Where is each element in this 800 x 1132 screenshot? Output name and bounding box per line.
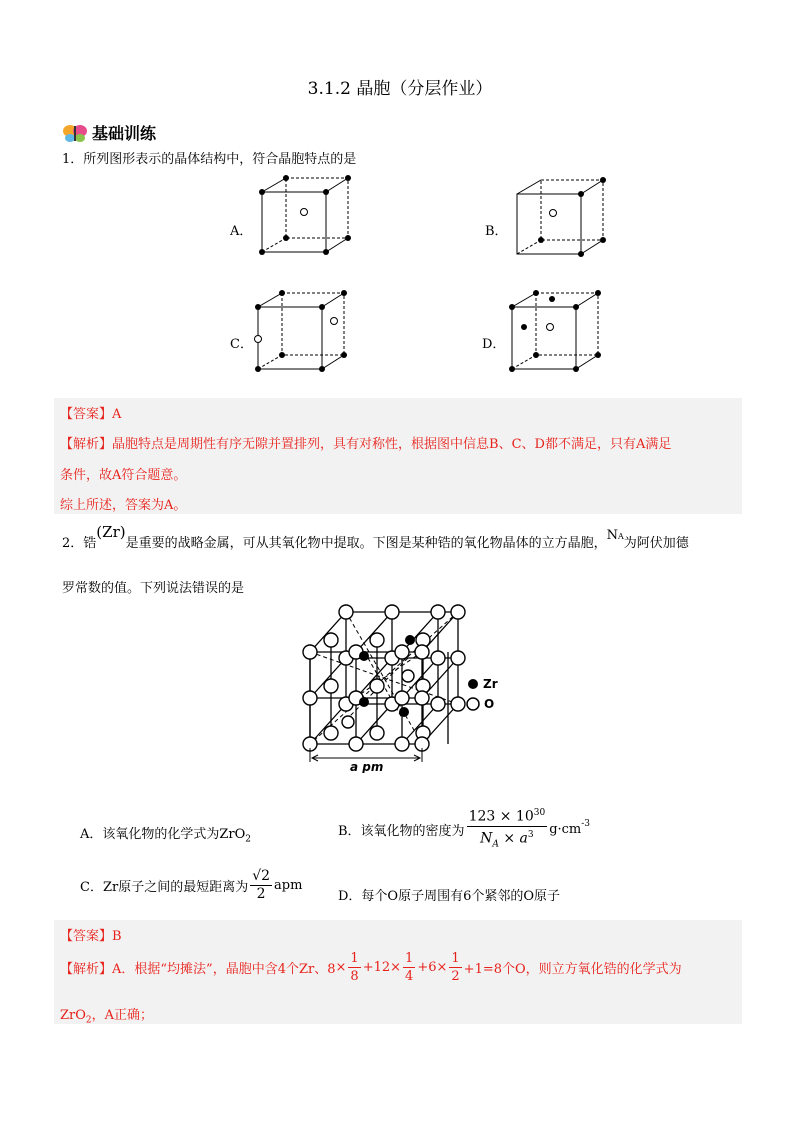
q2-option-b-denominator-exp: 3: [527, 829, 534, 840]
question-2-stem-line1: [62, 523, 689, 551]
q2-option-b-denominator-sub: A: [492, 839, 499, 850]
section-label: 基础训练: [92, 124, 157, 143]
q2-option-b-numerator: 123 × 10: [468, 808, 534, 825]
q2-paren-open: (: [96, 523, 103, 541]
q2-option-b-unit: g·cm: [549, 821, 582, 837]
q2-option-c-unit: apm: [274, 878, 303, 893]
legend-o-label: O: [484, 697, 495, 711]
q2-analysis-line2-a: ZrO: [60, 1008, 86, 1023]
butterfly-icon: [62, 123, 88, 143]
q2-times-3: ×: [436, 960, 448, 975]
q2-fraction-3-num: 1: [451, 951, 460, 966]
q2-analysis-line2-b: ，A正确；: [91, 1008, 154, 1023]
zro2-crystal-figure: [298, 598, 513, 773]
q2-option-b-fraction: [467, 805, 548, 853]
q2-fraction-1-num: 1: [350, 951, 359, 966]
q2-option-a-subscript: 2: [245, 834, 252, 845]
q1-analysis-line2: 条件，故A符合题意。: [60, 468, 187, 483]
q2-answer: 【答案】B: [60, 929, 122, 944]
q2-fraction-1-den: 8: [350, 969, 359, 984]
q2-analysis-line2: [60, 1004, 153, 1026]
q1-analysis-line1: [60, 433, 671, 452]
q2-option-b-numerator-exp: 30: [533, 808, 546, 818]
q1-option-b-label: B．: [485, 224, 508, 239]
q2-option-c-text: C．Zr原子之间的最短距离为: [80, 880, 249, 895]
q2-option-b-unit-exp: -3: [581, 819, 591, 830]
q2-na-subscript: A: [617, 532, 624, 541]
q2-option-b-denominator-a: × a: [498, 830, 528, 847]
q2-analysis-label: 【解析】: [60, 962, 113, 977]
q2-na-symbol-group: [607, 528, 624, 543]
q2-option-c-fraction: [250, 868, 272, 903]
q2-fraction-1: [348, 950, 360, 985]
q2-option-b-denominator-n: N: [480, 830, 493, 847]
legend-zr-label: Zr: [483, 677, 498, 691]
q1-option-a-cube: [250, 170, 355, 260]
q2-analysis-text: A．根据“均摊法”，晶胞中含4个Zr、8: [112, 962, 336, 977]
dimension-label: a pm: [350, 760, 384, 773]
question-1-stem: 1．所列图形表示的晶体结构中，符合晶胞特点的是: [62, 152, 357, 167]
q2-stem-part2: 是重要的战略金属，可从其氧化物中提取。下图是某种锆的氧化物晶体的立方晶胞，: [125, 536, 607, 551]
q2-option-c: [80, 868, 302, 903]
question-2-stem-line2: 罗常数的值。下列说法错误的是: [62, 581, 245, 596]
q1-summary: 综上所述，答案为A。: [60, 498, 187, 513]
q2-option-a: [80, 823, 251, 845]
q2-fraction-3: [449, 950, 461, 985]
q2-paren-close: ): [119, 523, 126, 541]
section-header: [62, 121, 156, 144]
q1-option-c-cube: [246, 285, 351, 377]
q2-option-d: D．每个O原子周围有6个紧邻的O原子: [338, 889, 561, 904]
q1-option-d-label: D．: [482, 337, 506, 352]
o-legend-icon: [467, 698, 479, 710]
q2-stem-part3: 为阿伏加德: [623, 536, 689, 551]
zr-legend-icon: [468, 679, 478, 689]
q2-stem-part1: 2．锆: [62, 536, 97, 551]
q2-option-a-text: A．该氧化物的化学式为ZrO: [80, 827, 246, 842]
q1-analysis-text: 晶胞特点是周期性有序无隙并置排列，具有对称性，根据图中信息B、C、D都不满足，只有A满足: [112, 437, 672, 452]
q2-times-1: ×: [335, 960, 347, 975]
q2-zr-symbol: Zr: [102, 523, 120, 541]
q1-answer: 【答案】A: [60, 407, 122, 422]
q1-option-b-cube: [505, 172, 610, 262]
q2-option-b: [338, 805, 590, 853]
q2-option-c-numerator: √2: [252, 868, 271, 884]
q1-answer-box: [54, 398, 742, 514]
q1-option-c-label: C．: [230, 337, 253, 352]
q2-times-2: ×: [390, 960, 402, 975]
q2-answer-box: [54, 920, 742, 1024]
q2-plus-6: +6: [417, 960, 437, 975]
q2-plus-12: +12: [362, 960, 391, 975]
q1-option-d-cube: [500, 285, 605, 377]
q2-analysis-tail: +1=8个O，则立方氧化锆的化学式为: [463, 962, 682, 977]
q2-option-c-denominator: 2: [256, 886, 266, 902]
q2-analysis-line1: [60, 950, 682, 985]
q1-option-a-label: A．: [230, 224, 253, 239]
q2-fraction-3-den: 2: [451, 969, 460, 984]
q2-option-b-text: B．该氧化物的密度为: [338, 823, 465, 839]
q2-fraction-2-num: 1: [405, 951, 414, 966]
page-title: 3.1.2 晶胞（分层作业）: [307, 79, 493, 99]
q1-analysis-label: 【解析】: [60, 437, 113, 452]
q2-zr-symbol-group: [96, 523, 125, 541]
q2-fraction-2: [403, 950, 415, 985]
q2-analysis-line2-sub: 2: [85, 1015, 92, 1026]
q2-na-symbol: N: [606, 528, 618, 543]
q2-fraction-2-den: 4: [405, 969, 414, 984]
